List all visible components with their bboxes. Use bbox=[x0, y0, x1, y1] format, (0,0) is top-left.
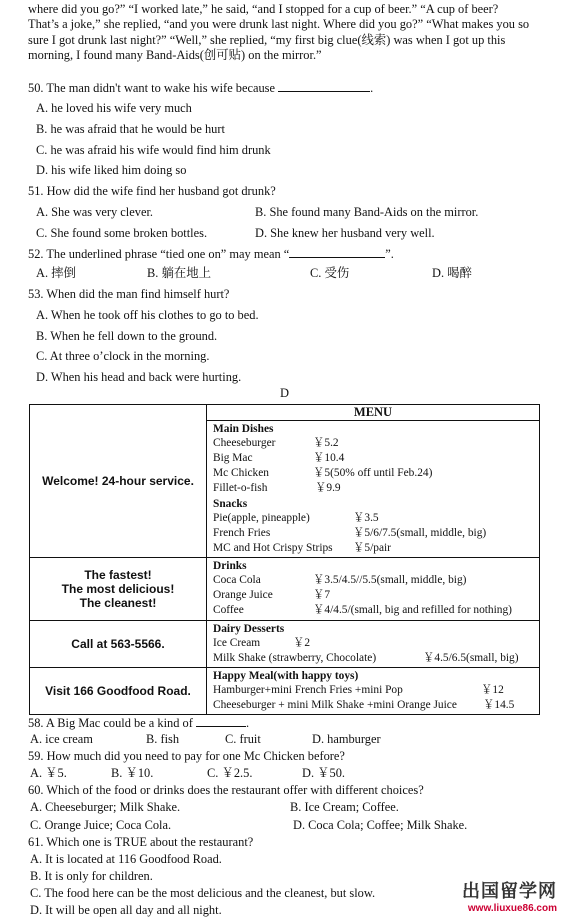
question-61-option[interactable]: D. It will be open all day and all night. bbox=[30, 903, 222, 917]
category-heading: Dairy Desserts bbox=[213, 623, 285, 635]
menu-desserts-cell bbox=[207, 621, 540, 668]
question-50-option[interactable]: D. his wife liked him doing so bbox=[36, 163, 187, 177]
question-52-option[interactable]: B. 躺在地上 bbox=[147, 266, 212, 280]
question-53-stem: 53. When did the man find himself hurt? bbox=[28, 287, 230, 301]
question-53-option[interactable]: B. When he fell down to the ground. bbox=[36, 329, 218, 343]
menu-item: Mc Chicken ￥5(50% off until Feb.24) bbox=[213, 467, 433, 479]
menu-item: Cheeseburger + mini Milk Shake +mini Orange Juice ￥14.5 bbox=[213, 699, 515, 711]
passage-line: morning, I found many Band-Aids(创可贴) on the mirror.” bbox=[28, 48, 322, 63]
passage-line: where did you go?” “I worked late,” he said, “and I stopped for a cup of beer.” “A cup of beer? bbox=[28, 2, 499, 16]
menu-drinks-cell bbox=[207, 558, 540, 621]
question-53-option[interactable]: C. At three o’clock in the morning. bbox=[36, 349, 210, 363]
passage-line: sure I got drunk last night?” “Well,” she replied, “my first big clue(线索) was when I got up this bbox=[28, 32, 506, 47]
question-51-option[interactable]: A. She was very clever. bbox=[36, 205, 153, 219]
question-51-option[interactable]: B. She found many Band-Aids on the mirror. bbox=[255, 205, 479, 219]
question-53-option[interactable]: A. When he took off his clothes to go to bed. bbox=[36, 308, 259, 322]
answer-blank bbox=[196, 715, 246, 727]
question-60-option[interactable]: A. Cheeseburger; Milk Shake. bbox=[30, 800, 181, 814]
answer-blank bbox=[289, 246, 385, 258]
menu-item: Coca Cola ￥3.5/4.5//5.5(small, middle, big) bbox=[213, 574, 467, 586]
site-watermark-logo: 出国留学网 www.liuxue86.com bbox=[462, 881, 557, 914]
question-61-stem: 61. Which one is TRUE about the restaurant? bbox=[28, 835, 254, 849]
menu-main-dishes-cell bbox=[207, 421, 540, 558]
question-59-option[interactable]: C. ￥2.5. bbox=[207, 766, 253, 780]
passage-line: That’s a joke,” she replied, “and you were drunk last night. Where did you go?” “What makes you so bbox=[28, 17, 530, 32]
section-label: D bbox=[279, 386, 290, 400]
question-50-option[interactable]: B. he was afraid that he would be hurt bbox=[36, 122, 225, 136]
menu-title-cell bbox=[207, 405, 540, 421]
question-58-option[interactable]: B. fish bbox=[146, 732, 180, 746]
menu-title: MENU bbox=[353, 405, 393, 419]
menu-item: Coffee ￥4/4.5/(small, big and refilled for nothing) bbox=[213, 604, 512, 616]
question-58-option[interactable]: C. fruit bbox=[225, 732, 261, 746]
question-52-option[interactable]: C. 受伤 bbox=[310, 266, 350, 280]
category-heading: Main Dishes bbox=[213, 423, 274, 435]
menu-item: MC and Hot Crispy Strips ￥5/pair bbox=[213, 542, 391, 554]
menu-left-cell-address: Visit 166 Goodfood Road. bbox=[30, 668, 207, 715]
question-58-option[interactable]: A. ice cream bbox=[30, 732, 93, 746]
question-51-option[interactable]: D. She knew her husband very well. bbox=[255, 226, 435, 240]
question-52-option[interactable]: D. 喝醉 bbox=[432, 266, 472, 280]
question-50-option[interactable]: C. he was afraid his wife would find him drunk bbox=[36, 143, 271, 157]
question-50-stem: 50. The man didn't want to wake his wife because . bbox=[28, 81, 374, 95]
question-51-stem: 51. How did the wife find her husband got drunk? bbox=[28, 184, 276, 198]
passage-text bbox=[28, 2, 553, 64]
question-50-option[interactable]: A. he loved his wife very much bbox=[36, 101, 192, 115]
question-61-option[interactable]: B. It is only for children. bbox=[30, 869, 153, 883]
menu-item: Hamburger+mini French Fries +mini Pop ￥12 bbox=[213, 684, 504, 696]
question-61-option[interactable]: C. The food here can be the most delicious and the cleanest, but slow. bbox=[30, 886, 376, 900]
menu-item: Ice Cream ￥2 bbox=[213, 637, 311, 649]
menu-item: Cheeseburger ￥5.2 bbox=[213, 437, 339, 449]
question-60-option[interactable]: D. Coca Cola; Coffee; Milk Shake. bbox=[293, 818, 468, 832]
question-61-option[interactable]: A. It is located at 116 Goodfood Road. bbox=[30, 852, 222, 866]
question-58-option[interactable]: D. hamburger bbox=[312, 732, 381, 746]
question-53-option[interactable]: D. When his head and back were hurting. bbox=[36, 370, 242, 384]
question-52-stem: 52. The underlined phrase “tied one on” may mean “ ”. bbox=[28, 247, 394, 261]
question-60-option[interactable]: B. Ice Cream; Coffee. bbox=[290, 800, 399, 814]
category-heading: Drinks bbox=[213, 560, 247, 572]
menu-item: Fillet-o-fish ￥9.9 bbox=[213, 482, 341, 494]
category-heading: Happy Meal(with happy toys) bbox=[213, 670, 359, 682]
menu-left-cell-welcome: Welcome! 24-hour service. bbox=[30, 405, 207, 558]
answer-blank bbox=[278, 80, 370, 92]
question-51-option[interactable]: C. She found some broken bottles. bbox=[36, 226, 208, 240]
menu-left-cell-phone: Call at 563-5566. bbox=[30, 621, 207, 668]
question-52-option[interactable]: A. 摔倒 bbox=[36, 266, 76, 280]
menu-happy-meal-cell bbox=[207, 668, 540, 715]
menu-item: Orange Juice ￥7 bbox=[213, 589, 331, 601]
question-58-stem: 58. A Big Mac could be a kind of . bbox=[28, 716, 250, 730]
question-59-option[interactable]: B. ￥10. bbox=[111, 766, 154, 780]
menu-item: Pie(apple, pineapple) ￥3.5 bbox=[213, 512, 379, 524]
menu-item: Big Mac ￥10.4 bbox=[213, 452, 345, 464]
menu-item: Milk Shake (strawberry, Chocolate) ￥4.5/6.5(small, big) bbox=[213, 652, 519, 664]
menu-table bbox=[29, 404, 540, 715]
question-59-option[interactable]: A. ￥5. bbox=[30, 766, 67, 780]
menu-left-cell-slogan: The fastest! The most delicious! The cleanest! bbox=[30, 558, 207, 621]
question-59-stem: 59. How much did you need to pay for one Mc Chicken before? bbox=[28, 749, 345, 763]
question-60-option[interactable]: C. Orange Juice; Coca Cola. bbox=[30, 818, 172, 832]
question-60-stem: 60. Which of the food or drinks does the restaurant offer with different choices? bbox=[28, 783, 424, 797]
category-heading: Snacks bbox=[213, 498, 248, 510]
question-59-option[interactable]: D. ￥50. bbox=[302, 766, 346, 780]
menu-item: French Fries ￥5/6/7.5(small, middle, big) bbox=[213, 527, 487, 539]
